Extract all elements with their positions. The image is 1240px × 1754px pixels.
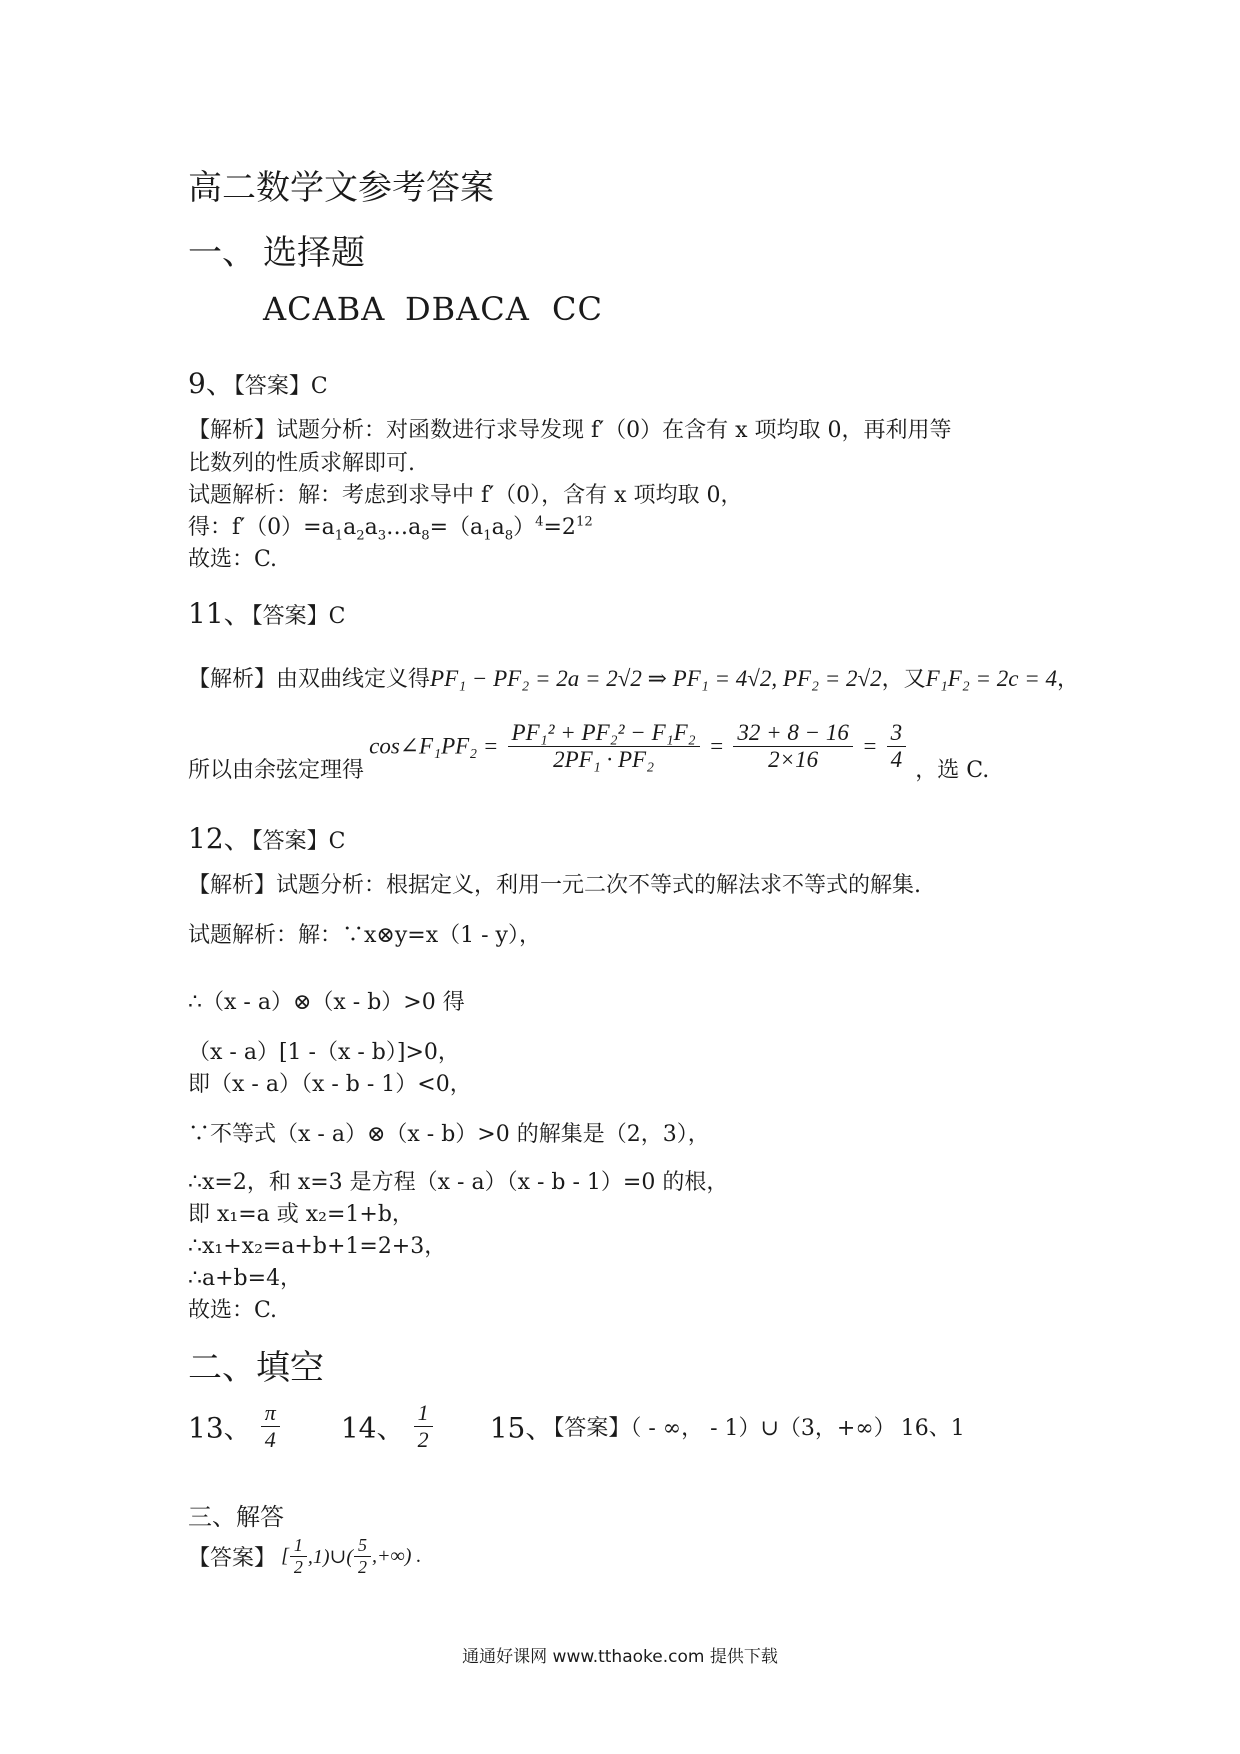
q11-number: 11、 <box>188 597 252 630</box>
q12-answer-tag: 【答案】C <box>251 829 346 854</box>
q14-answer-fraction: $\frac{1}{2}$ <box>414 1400 433 1453</box>
page-footer: 通通好课网 www.tthaoke.com 提供下载 <box>462 1647 778 1667</box>
q9-number: 9、 <box>188 367 234 400</box>
q15-number: 15、 <box>489 1411 554 1445</box>
q11-focal-distance-formula: F₁F₂ = 2c = 4 <box>925 666 1057 691</box>
q12-header <box>188 817 345 857</box>
q15-answer: 【答案】（ - ∞， - 1）∪（3，+∞） <box>553 1416 896 1441</box>
page-title: 高二数学文参考答案 <box>188 168 494 208</box>
q14-number: 14、 <box>340 1411 405 1445</box>
q11-fraction-1: $\frac{\text{PF₁² + PF₂² − F₁F₂}}{\text{2PF₁ · PF₂}}$ <box>508 720 700 773</box>
q9-solution-line-1: 试题解析：解：考虑到求导中 f′（0），含有 x 项均取 0， <box>188 483 743 508</box>
choice-answers-2: DBACA <box>405 290 530 328</box>
section-2-label: 二、填空 <box>188 1348 324 1388</box>
q13-answer-fraction: $\frac{\pi}{4}$ <box>261 1400 280 1453</box>
choice-answers-3: CC <box>552 290 603 328</box>
q9-conclusion: 故选：C. <box>188 547 278 572</box>
q12-solution-line-3: （x - a）[1 -（x - b）]>0， <box>188 1040 460 1065</box>
q11-fraction-3: $\frac{3}{4}$ <box>887 720 907 773</box>
fill-in-answers <box>188 1400 965 1453</box>
q12-solution-line-1: 试题解析：解：∵x⊗y=x（1 - y）， <box>188 923 541 948</box>
q12-solution-line-6: ∴x=2，和 x=3 是方程（x - a）（x - b - 1）=0 的根， <box>188 1170 729 1195</box>
q11-line-1: 【解析】由双曲线定义得PF₁ − PF₂ = 2a = 2√2 ⇒ PF₁ = 4√2, PF₂ = 2√2，又F₁F₂ = 2c = 4， <box>188 666 1080 692</box>
q12-solution-line-7: 即 x₁=a 或 x₂=1+b， <box>188 1202 414 1227</box>
section-3-answer: 【答案】 [ $\frac{1}{2}$ ,1)∪( $\frac{5}{2}$ ,+∞) . <box>188 1535 422 1577</box>
q12-solution-line-2: ∴（x - a）⊗（x - b）>0 得 <box>188 990 465 1015</box>
q12-number: 12、 <box>188 822 252 855</box>
q16-answer: 16、1 <box>900 1416 965 1441</box>
q11-hyperbola-formula: PF₁ − PF₂ = 2a = 2√2 ⇒ PF₁ = 4√2, PF₂ = 2√2 <box>430 666 882 691</box>
q12-solution-line-8: ∴x₁+x₂=a+b+1=2+3， <box>188 1234 447 1259</box>
q12-conclusion: 故选：C. <box>188 1298 278 1323</box>
section-3-fraction-1: $\frac{1}{2}$ <box>290 1535 307 1578</box>
q11-header <box>188 592 345 632</box>
q11-cos-label: cos∠F₁PF₂ = <box>369 733 499 759</box>
q12-solution-line-9: ∴a+b=4， <box>188 1266 303 1291</box>
q11-line-2: 所以由余弦定理得 cos∠F₁PF₂ = $\frac{\text{PF₁² + PF₂² − F₁F₂}}{\text{2PF₁ · PF₂}}$ = $\frac{32 + 8 - 16}{2\times 16}$ = $\frac{3}{4}$ ，选 C. <box>188 720 990 783</box>
section-1-label: 选择题 <box>263 233 365 273</box>
q12-analysis: 【解析】试题分析：根据定义，利用一元二次不等式的解法求不等式的解集. <box>188 873 921 898</box>
q11-answer-tag: 【答案】C <box>251 604 346 629</box>
choice-answers-1: ACABA <box>263 290 386 328</box>
q12-solution-line-4: 即（x - a）（x - b - 1）<0， <box>188 1072 472 1097</box>
section-3-fraction-2: $\frac{5}{2}$ <box>354 1535 371 1578</box>
q11-fraction-2: $\frac{32 + 8 - 16}{2\times 16}$ <box>733 720 853 773</box>
q9-analysis-line-1: 【解析】试题分析：对函数进行求导发现 f′（0）在含有 x 项均取 0，再利用等 <box>188 418 952 443</box>
q9-analysis-line-2: 比数列的性质求解即可. <box>188 451 415 476</box>
section-1-number: 一、 <box>188 233 256 273</box>
q12-solution-line-5: ∵不等式（x - a）⊗（x - b）>0 的解集是（2，3）， <box>188 1122 710 1147</box>
q9-header <box>188 362 328 402</box>
q9-answer-tag: 【答案】C <box>233 374 328 399</box>
q13-number: 13、 <box>188 1411 252 1445</box>
q9-solution-line-2: 得：$f'(0)=a_1a_2a_3\dots a_8=(a_1a_8)^4=2^{12}$ <box>188 514 593 544</box>
section-3-label: 三、解答 <box>188 1503 284 1531</box>
